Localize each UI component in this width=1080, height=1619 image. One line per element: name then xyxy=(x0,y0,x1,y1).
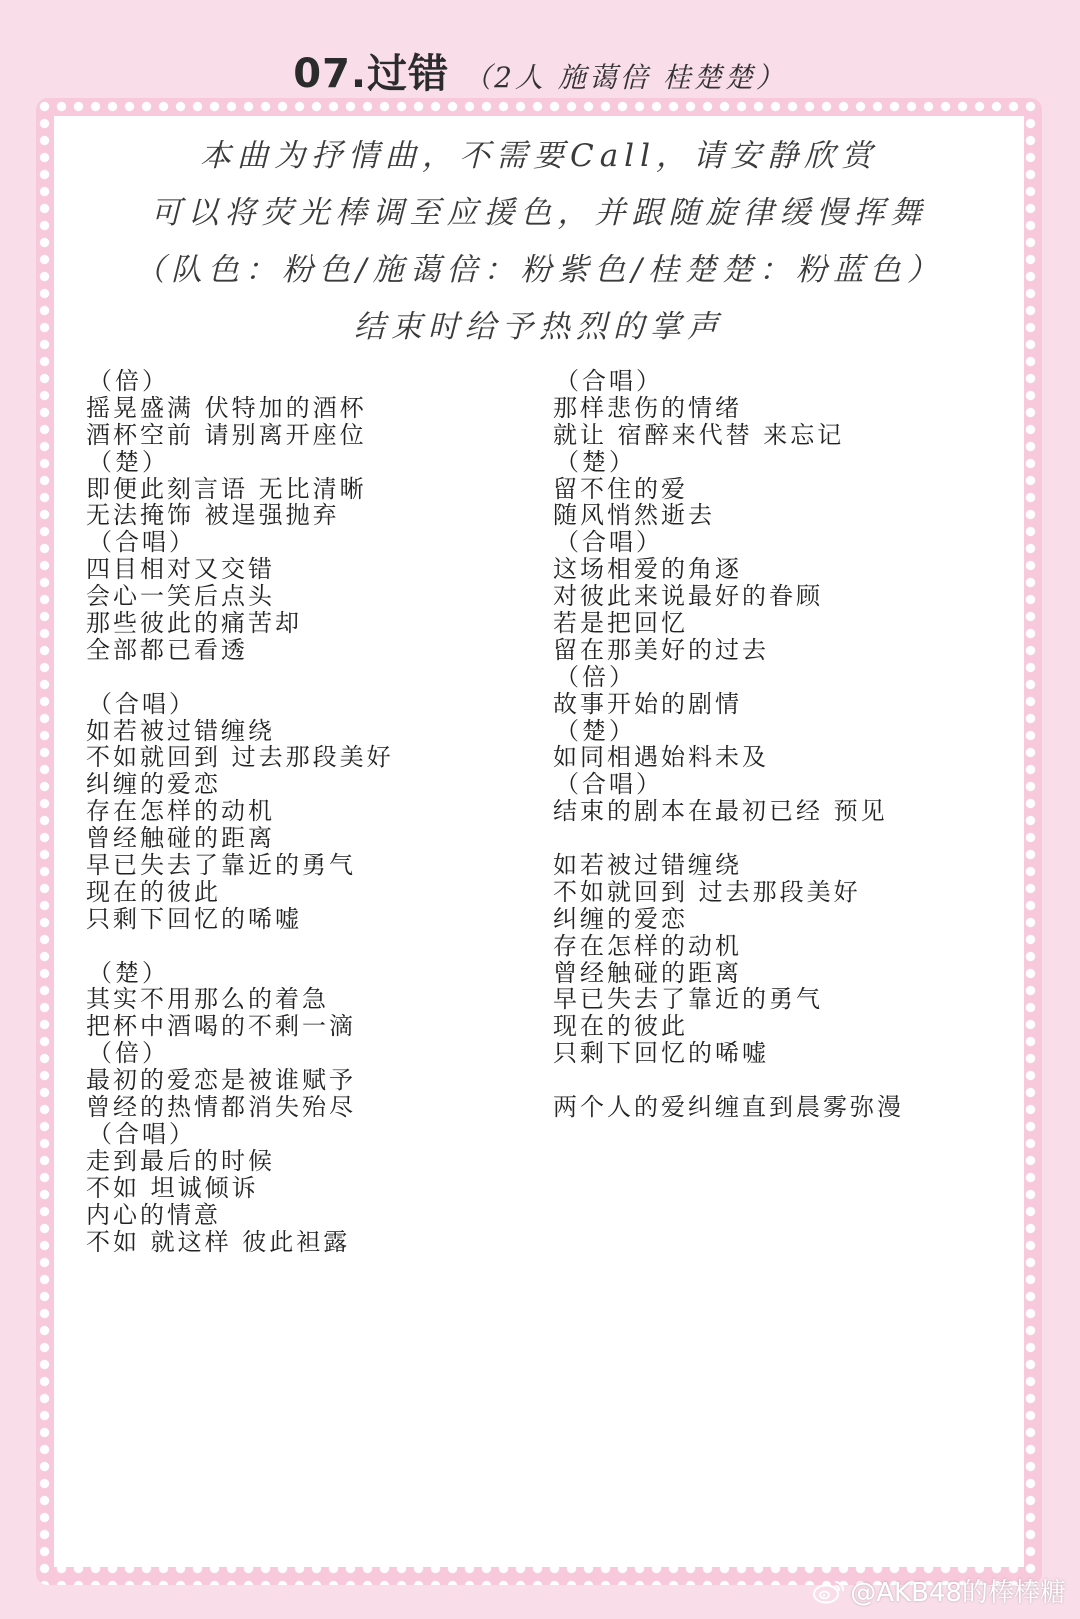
lyric-line: 早已失去了靠近的勇气 xyxy=(553,985,823,1014)
lyric-line: 只剩下回忆的唏嘘 xyxy=(553,1039,769,1068)
lyric-line: 就让 宿醉来代替 来忘记 xyxy=(553,420,845,449)
lyric-line: 不如 就这样 彼此袒露 xyxy=(86,1227,351,1256)
lyric-line: 如若被过错缠绕 xyxy=(86,716,275,745)
lyric-line: 即便此刻言语 无比清晰 xyxy=(86,474,367,503)
lyric-line: 这场相爱的角逐 xyxy=(553,555,742,584)
singer-tag: （楚） xyxy=(555,716,636,745)
intro-line: 结束时给予热烈的掌声 xyxy=(354,309,724,345)
lyric-line: 留不住的爱 xyxy=(553,474,688,503)
lyric-line: 存在怎样的动机 xyxy=(553,931,742,960)
lyric-line: 两个人的爱纠缠直到晨雾弥漫 xyxy=(553,1093,904,1122)
watermark xyxy=(812,1572,1066,1609)
song-singers: （2人 施蔼倍 桂楚楚） xyxy=(463,61,787,94)
lyric-line: 不如就回到 过去那段美好 xyxy=(553,877,861,906)
lyric-line: 纠缠的爱恋 xyxy=(553,904,688,933)
intro-line: （队色：粉色/施蔼倍：粉紫色/桂楚楚：粉蓝色） xyxy=(134,252,944,288)
lyric-line: 曾经触碰的距离 xyxy=(553,958,742,987)
page-header xyxy=(0,42,1080,99)
singer-tag: （倍） xyxy=(555,662,636,691)
lyric-line: 会心一笑后点头 xyxy=(86,582,275,611)
lyric-line: 存在怎样的动机 xyxy=(86,797,275,826)
lyric-line: 把杯中酒喝的不剩一滴 xyxy=(86,1012,356,1041)
song-title: 07.过错 xyxy=(293,51,450,97)
intro-line: 本曲为抒情曲，不需要Call，请安静欣赏 xyxy=(199,138,879,174)
lyric-line: 如同相遇始料未及 xyxy=(553,743,769,772)
singer-tag: （合唱） xyxy=(555,528,663,557)
intro-line: 可以将荧光棒调至应援色，并跟随旋律缓慢挥舞 xyxy=(150,195,928,231)
singer-tag: （楚） xyxy=(88,447,169,476)
intro-block xyxy=(36,128,1042,356)
lyric-line: 现在的彼此 xyxy=(553,1012,688,1041)
lyric-line: 摇晃盛满 伏特加的酒杯 xyxy=(86,393,367,422)
blank-line xyxy=(86,933,526,960)
lyrics-column-right xyxy=(553,368,993,1121)
lyric-line: 酒杯空前 请别离开座位 xyxy=(86,420,367,449)
lyric-line: 不如就回到 过去那段美好 xyxy=(86,743,394,772)
lyric-line: 无法掩饰 被逞强抛弃 xyxy=(86,501,340,530)
lyric-line: 四目相对又交错 xyxy=(86,555,275,584)
singer-tag: （倍） xyxy=(88,1039,169,1068)
singer-tag: （倍） xyxy=(88,367,169,395)
lyric-line: 结束的剧本在最初已经 预见 xyxy=(553,797,888,826)
lyric-line: 故事开始的剧情 xyxy=(553,689,742,718)
lyric-line: 留在那美好的过去 xyxy=(553,635,769,664)
singer-tag: （合唱） xyxy=(555,367,663,395)
lyric-line: 走到最后的时候 xyxy=(86,1146,275,1175)
lyric-line: 不如 坦诚倾诉 xyxy=(86,1173,259,1202)
lyric-line: 随风悄然逝去 xyxy=(553,501,715,530)
singer-tag: （楚） xyxy=(555,447,636,476)
blank-line xyxy=(86,664,526,691)
blank-line xyxy=(553,825,993,852)
lyric-line: 最初的爱恋是被谁赋予 xyxy=(86,1066,356,1095)
singer-tag: （合唱） xyxy=(555,770,663,799)
lyric-line: 其实不用那么的着急 xyxy=(86,985,329,1014)
lyrics-column-left xyxy=(86,368,526,1255)
lyric-line: 那样悲伤的情绪 xyxy=(553,393,742,422)
lyric-line: 那些彼此的痛苦却 xyxy=(86,609,302,638)
singer-tag: （合唱） xyxy=(88,689,196,718)
singer-tag: （合唱） xyxy=(88,528,196,557)
lyric-line: 内心的情意 xyxy=(86,1200,221,1229)
lyric-line: 曾经的热情都消失殆尽 xyxy=(86,1093,356,1122)
lyric-line: 现在的彼此 xyxy=(86,877,221,906)
weibo-icon xyxy=(812,1577,846,1605)
lyric-line: 对彼此来说最好的眷顾 xyxy=(553,582,823,611)
singer-tag: （楚） xyxy=(88,958,169,987)
blank-line xyxy=(553,1067,993,1094)
singer-tag: （合唱） xyxy=(88,1119,196,1148)
watermark-text: @AKB48的棒棒糖 xyxy=(850,1578,1066,1608)
lyric-line: 曾经触碰的距离 xyxy=(86,824,275,853)
lyric-line: 纠缠的爱恋 xyxy=(86,770,221,799)
lyric-line: 若是把回忆 xyxy=(553,609,688,638)
lyric-line: 只剩下回忆的唏嘘 xyxy=(86,904,302,933)
lyric-line: 如若被过错缠绕 xyxy=(553,851,742,880)
lyric-line: 全部都已看透 xyxy=(86,635,248,664)
lyric-line: 早已失去了靠近的勇气 xyxy=(86,851,356,880)
